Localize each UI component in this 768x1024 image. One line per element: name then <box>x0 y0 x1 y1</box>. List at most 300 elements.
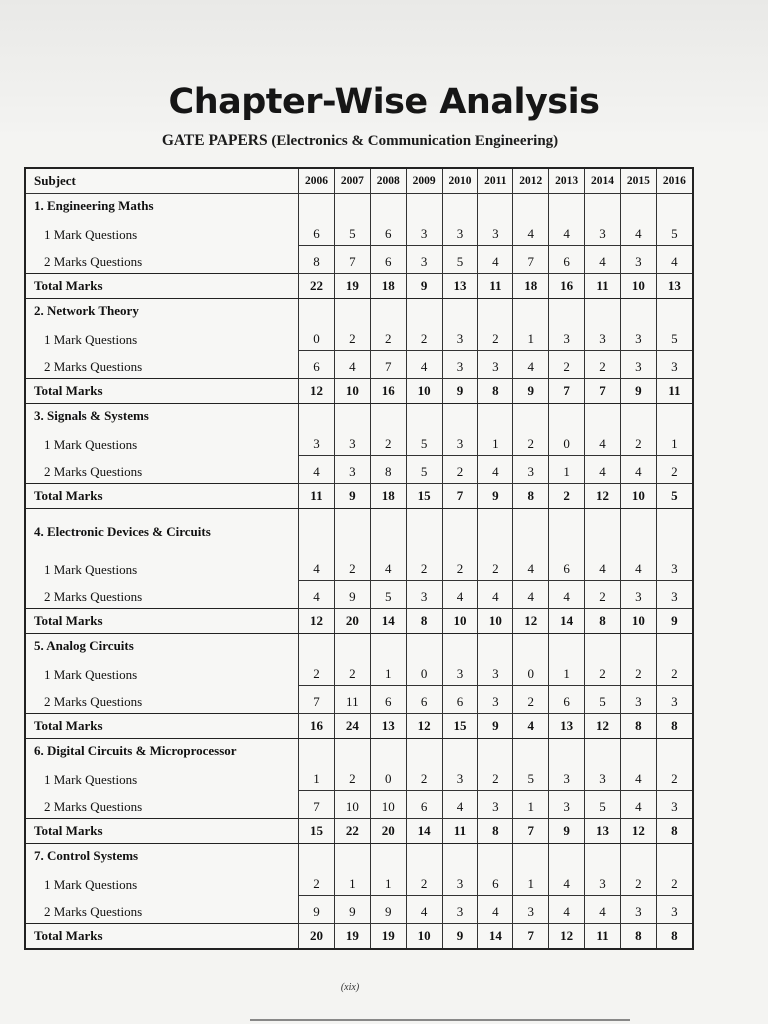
value-cell: 12 <box>406 714 442 739</box>
total-row <box>25 714 693 739</box>
value-cell: 4 <box>620 218 656 246</box>
value-cell: 11 <box>656 379 693 404</box>
value-cell: 19 <box>334 924 370 950</box>
value-cell: 15 <box>406 484 442 509</box>
value-cell: 1 <box>549 456 585 484</box>
one-mark-row <box>25 218 693 246</box>
one-mark-row <box>25 763 693 791</box>
empty-cell <box>620 404 656 429</box>
value-cell: 20 <box>334 609 370 634</box>
value-cell: 13 <box>656 274 693 299</box>
two-marks-row <box>25 351 693 379</box>
value-cell: 19 <box>370 924 406 950</box>
empty-cell <box>442 404 478 429</box>
value-cell: 2 <box>513 686 549 714</box>
value-cell: 5 <box>585 686 621 714</box>
value-cell: 2 <box>334 553 370 581</box>
empty-cell <box>549 194 585 219</box>
value-cell: 8 <box>656 714 693 739</box>
value-cell: 2 <box>406 868 442 896</box>
row-label: 2 Marks Questions <box>25 791 299 819</box>
empty-cell <box>656 404 693 429</box>
value-cell: 6 <box>299 351 335 379</box>
value-cell: 13 <box>585 819 621 844</box>
section-title: 6. Digital Circuits & Microprocessor <box>25 739 299 764</box>
value-cell: 3 <box>656 791 693 819</box>
total-row <box>25 924 693 950</box>
value-cell: 2 <box>406 323 442 351</box>
value-cell: 5 <box>656 484 693 509</box>
two-marks-row <box>25 246 693 274</box>
value-cell: 9 <box>478 484 513 509</box>
empty-cell <box>299 404 335 429</box>
value-cell: 9 <box>370 896 406 924</box>
empty-cell <box>620 299 656 324</box>
value-cell: 22 <box>299 274 335 299</box>
empty-cell <box>656 634 693 659</box>
one-mark-row <box>25 658 693 686</box>
empty-cell <box>406 404 442 429</box>
value-cell: 2 <box>334 763 370 791</box>
value-cell: 5 <box>370 581 406 609</box>
value-cell: 18 <box>513 274 549 299</box>
section-row <box>25 194 693 219</box>
value-cell: 3 <box>585 218 621 246</box>
value-cell: 2 <box>299 868 335 896</box>
value-cell: 4 <box>620 456 656 484</box>
empty-cell <box>370 194 406 219</box>
empty-cell <box>585 509 621 554</box>
empty-cell <box>478 299 513 324</box>
row-label: Total Marks <box>25 714 299 739</box>
empty-cell <box>406 194 442 219</box>
empty-cell <box>406 844 442 869</box>
value-cell: 13 <box>442 274 478 299</box>
value-cell: 0 <box>299 323 335 351</box>
value-cell: 4 <box>406 351 442 379</box>
value-cell: 13 <box>370 714 406 739</box>
empty-cell <box>549 634 585 659</box>
value-cell: 6 <box>370 246 406 274</box>
value-cell: 10 <box>442 609 478 634</box>
value-cell: 2 <box>656 763 693 791</box>
value-cell: 12 <box>585 714 621 739</box>
value-cell: 3 <box>334 428 370 456</box>
value-cell: 3 <box>656 351 693 379</box>
year-header: 2013 <box>549 168 585 194</box>
value-cell: 2 <box>585 581 621 609</box>
year-header: 2009 <box>406 168 442 194</box>
value-cell: 8 <box>656 924 693 950</box>
section-title: 5. Analog Circuits <box>25 634 299 659</box>
value-cell: 3 <box>585 763 621 791</box>
value-cell: 4 <box>549 896 585 924</box>
value-cell: 8 <box>406 609 442 634</box>
value-cell: 19 <box>334 274 370 299</box>
value-cell: 9 <box>334 581 370 609</box>
value-cell: 20 <box>299 924 335 950</box>
empty-cell <box>442 739 478 764</box>
year-header: 2008 <box>370 168 406 194</box>
empty-cell <box>620 194 656 219</box>
value-cell: 2 <box>478 323 513 351</box>
two-marks-row <box>25 456 693 484</box>
one-mark-row <box>25 868 693 896</box>
value-cell: 3 <box>334 456 370 484</box>
page-number: (xix) <box>340 982 360 993</box>
empty-cell <box>585 844 621 869</box>
value-cell: 3 <box>406 246 442 274</box>
empty-cell <box>513 194 549 219</box>
value-cell: 12 <box>549 924 585 950</box>
row-label: 1 Mark Questions <box>25 763 299 791</box>
value-cell: 2 <box>370 323 406 351</box>
value-cell: 4 <box>620 553 656 581</box>
row-label: 1 Mark Questions <box>25 428 299 456</box>
value-cell: 9 <box>442 924 478 950</box>
value-cell: 9 <box>406 274 442 299</box>
value-cell: 3 <box>478 351 513 379</box>
value-cell: 6 <box>478 868 513 896</box>
empty-cell <box>513 509 549 554</box>
empty-cell <box>478 509 513 554</box>
value-cell: 10 <box>370 791 406 819</box>
year-header: 2016 <box>656 168 693 194</box>
value-cell: 9 <box>478 714 513 739</box>
value-cell: 9 <box>656 609 693 634</box>
empty-cell <box>370 404 406 429</box>
empty-cell <box>299 844 335 869</box>
value-cell: 5 <box>656 323 693 351</box>
value-cell: 7 <box>370 351 406 379</box>
value-cell: 3 <box>442 763 478 791</box>
empty-cell <box>656 739 693 764</box>
value-cell: 3 <box>442 658 478 686</box>
row-label: 2 Marks Questions <box>25 896 299 924</box>
empty-cell <box>620 634 656 659</box>
value-cell: 11 <box>442 819 478 844</box>
empty-cell <box>334 739 370 764</box>
one-mark-row <box>25 553 693 581</box>
empty-cell <box>370 844 406 869</box>
value-cell: 4 <box>656 246 693 274</box>
row-label: Total Marks <box>25 609 299 634</box>
empty-cell <box>370 634 406 659</box>
empty-cell <box>442 299 478 324</box>
empty-cell <box>334 404 370 429</box>
value-cell: 14 <box>370 609 406 634</box>
value-cell: 3 <box>442 323 478 351</box>
page-edge-line <box>250 1019 630 1021</box>
value-cell: 10 <box>334 379 370 404</box>
empty-cell <box>334 634 370 659</box>
value-cell: 11 <box>334 686 370 714</box>
empty-cell <box>585 404 621 429</box>
value-cell: 12 <box>585 484 621 509</box>
empty-cell <box>549 844 585 869</box>
value-cell: 9 <box>513 379 549 404</box>
value-cell: 1 <box>299 763 335 791</box>
row-label: 1 Mark Questions <box>25 218 299 246</box>
value-cell: 4 <box>406 896 442 924</box>
empty-cell <box>656 299 693 324</box>
empty-cell <box>442 194 478 219</box>
value-cell: 9 <box>334 484 370 509</box>
empty-cell <box>549 404 585 429</box>
value-cell: 3 <box>513 896 549 924</box>
section-row <box>25 509 693 554</box>
one-mark-row <box>25 323 693 351</box>
empty-cell <box>513 844 549 869</box>
value-cell: 3 <box>406 218 442 246</box>
empty-cell <box>549 739 585 764</box>
value-cell: 7 <box>334 246 370 274</box>
two-marks-row <box>25 581 693 609</box>
value-cell: 5 <box>334 218 370 246</box>
empty-cell <box>656 194 693 219</box>
row-label: 1 Mark Questions <box>25 658 299 686</box>
value-cell: 9 <box>299 896 335 924</box>
year-header: 2015 <box>620 168 656 194</box>
value-cell: 2 <box>478 553 513 581</box>
value-cell: 11 <box>478 274 513 299</box>
value-cell: 2 <box>370 428 406 456</box>
value-cell: 5 <box>656 218 693 246</box>
value-cell: 4 <box>549 868 585 896</box>
section-title: 4. Electronic Devices & Circuits <box>25 509 299 554</box>
value-cell: 2 <box>656 456 693 484</box>
row-label: 2 Marks Questions <box>25 581 299 609</box>
empty-cell <box>620 844 656 869</box>
value-cell: 3 <box>549 323 585 351</box>
value-cell: 2 <box>513 428 549 456</box>
value-cell: 14 <box>549 609 585 634</box>
value-cell: 8 <box>513 484 549 509</box>
value-cell: 12 <box>299 609 335 634</box>
empty-cell <box>370 509 406 554</box>
value-cell: 4 <box>585 553 621 581</box>
value-cell: 7 <box>299 686 335 714</box>
value-cell: 5 <box>406 456 442 484</box>
value-cell: 0 <box>370 763 406 791</box>
value-cell: 2 <box>334 658 370 686</box>
year-header: 2014 <box>585 168 621 194</box>
value-cell: 3 <box>656 553 693 581</box>
value-cell: 12 <box>513 609 549 634</box>
value-cell: 4 <box>299 581 335 609</box>
value-cell: 2 <box>585 658 621 686</box>
empty-cell <box>406 509 442 554</box>
empty-cell <box>656 844 693 869</box>
value-cell: 9 <box>549 819 585 844</box>
value-cell: 4 <box>549 581 585 609</box>
two-marks-row <box>25 686 693 714</box>
section-title: 7. Control Systems <box>25 844 299 869</box>
value-cell: 3 <box>478 791 513 819</box>
value-cell: 4 <box>513 553 549 581</box>
row-label: 1 Mark Questions <box>25 868 299 896</box>
empty-cell <box>513 299 549 324</box>
row-label: 2 Marks Questions <box>25 351 299 379</box>
empty-cell <box>334 194 370 219</box>
value-cell: 3 <box>442 428 478 456</box>
total-row <box>25 609 693 634</box>
empty-cell <box>334 509 370 554</box>
value-cell: 8 <box>656 819 693 844</box>
value-cell: 2 <box>620 658 656 686</box>
value-cell: 22 <box>334 819 370 844</box>
header-row <box>25 168 693 194</box>
value-cell: 0 <box>513 658 549 686</box>
empty-cell <box>299 509 335 554</box>
row-label: Total Marks <box>25 924 299 950</box>
value-cell: 4 <box>334 351 370 379</box>
value-cell: 4 <box>620 763 656 791</box>
empty-cell <box>478 194 513 219</box>
value-cell: 7 <box>513 246 549 274</box>
value-cell: 3 <box>620 351 656 379</box>
value-cell: 16 <box>370 379 406 404</box>
value-cell: 20 <box>370 819 406 844</box>
value-cell: 4 <box>370 553 406 581</box>
empty-cell <box>478 634 513 659</box>
empty-cell <box>513 739 549 764</box>
value-cell: 10 <box>620 274 656 299</box>
value-cell: 13 <box>549 714 585 739</box>
value-cell: 1 <box>549 658 585 686</box>
value-cell: 2 <box>299 658 335 686</box>
value-cell: 18 <box>370 484 406 509</box>
value-cell: 4 <box>585 456 621 484</box>
subject-header: Subject <box>25 168 299 194</box>
value-cell: 14 <box>478 924 513 950</box>
empty-cell <box>406 634 442 659</box>
row-label: Total Marks <box>25 379 299 404</box>
value-cell: 10 <box>478 609 513 634</box>
empty-cell <box>299 194 335 219</box>
value-cell: 12 <box>299 379 335 404</box>
value-cell: 1 <box>513 323 549 351</box>
row-label: 2 Marks Questions <box>25 246 299 274</box>
value-cell: 4 <box>585 896 621 924</box>
value-cell: 0 <box>406 658 442 686</box>
value-cell: 8 <box>478 379 513 404</box>
total-row <box>25 484 693 509</box>
value-cell: 8 <box>299 246 335 274</box>
value-cell: 10 <box>406 379 442 404</box>
value-cell: 4 <box>513 581 549 609</box>
section-row <box>25 404 693 429</box>
value-cell: 6 <box>549 686 585 714</box>
subtitle-lead: GATE PAPERS <box>161 132 268 149</box>
empty-cell <box>406 739 442 764</box>
empty-cell <box>370 299 406 324</box>
value-cell: 1 <box>656 428 693 456</box>
value-cell: 8 <box>585 609 621 634</box>
value-cell: 8 <box>620 714 656 739</box>
value-cell: 3 <box>478 658 513 686</box>
total-row <box>25 819 693 844</box>
year-header: 2010 <box>442 168 478 194</box>
empty-cell <box>442 634 478 659</box>
empty-cell <box>299 299 335 324</box>
empty-cell <box>299 634 335 659</box>
value-cell: 3 <box>442 351 478 379</box>
value-cell: 6 <box>549 553 585 581</box>
value-cell: 4 <box>299 553 335 581</box>
empty-cell <box>620 739 656 764</box>
value-cell: 8 <box>478 819 513 844</box>
value-cell: 6 <box>299 218 335 246</box>
value-cell: 2 <box>406 553 442 581</box>
section-row <box>25 299 693 324</box>
one-mark-row <box>25 428 693 456</box>
value-cell: 4 <box>513 714 549 739</box>
empty-cell <box>513 634 549 659</box>
section-title: 1. Engineering Maths <box>25 194 299 219</box>
year-header: 2012 <box>513 168 549 194</box>
page-title: Chapter-Wise Analysis <box>168 82 600 122</box>
value-cell: 12 <box>620 819 656 844</box>
table-body <box>25 194 693 950</box>
value-cell: 3 <box>620 896 656 924</box>
value-cell: 24 <box>334 714 370 739</box>
value-cell: 3 <box>442 218 478 246</box>
value-cell: 3 <box>620 581 656 609</box>
value-cell: 2 <box>585 351 621 379</box>
empty-cell <box>442 509 478 554</box>
value-cell: 4 <box>513 218 549 246</box>
value-cell: 7 <box>513 819 549 844</box>
value-cell: 7 <box>513 924 549 950</box>
section-title: 3. Signals & Systems <box>25 404 299 429</box>
value-cell: 6 <box>370 218 406 246</box>
value-cell: 3 <box>620 323 656 351</box>
empty-cell <box>334 299 370 324</box>
value-cell: 2 <box>656 868 693 896</box>
value-cell: 3 <box>549 791 585 819</box>
value-cell: 4 <box>585 246 621 274</box>
value-cell: 2 <box>549 484 585 509</box>
value-cell: 4 <box>478 896 513 924</box>
section-row <box>25 634 693 659</box>
empty-cell <box>549 299 585 324</box>
value-cell: 1 <box>513 868 549 896</box>
value-cell: 2 <box>620 428 656 456</box>
value-cell: 5 <box>585 791 621 819</box>
value-cell: 8 <box>620 924 656 950</box>
empty-cell <box>442 844 478 869</box>
value-cell: 3 <box>299 428 335 456</box>
row-label: Total Marks <box>25 484 299 509</box>
value-cell: 3 <box>478 218 513 246</box>
value-cell: 11 <box>585 924 621 950</box>
value-cell: 2 <box>442 553 478 581</box>
value-cell: 6 <box>406 686 442 714</box>
value-cell: 3 <box>549 763 585 791</box>
value-cell: 2 <box>549 351 585 379</box>
value-cell: 4 <box>620 791 656 819</box>
value-cell: 3 <box>585 323 621 351</box>
two-marks-row <box>25 791 693 819</box>
value-cell: 9 <box>620 379 656 404</box>
chapter-analysis-table <box>24 167 694 950</box>
value-cell: 3 <box>585 868 621 896</box>
value-cell: 1 <box>334 868 370 896</box>
value-cell: 2 <box>406 763 442 791</box>
value-cell: 9 <box>442 379 478 404</box>
value-cell: 1 <box>370 868 406 896</box>
